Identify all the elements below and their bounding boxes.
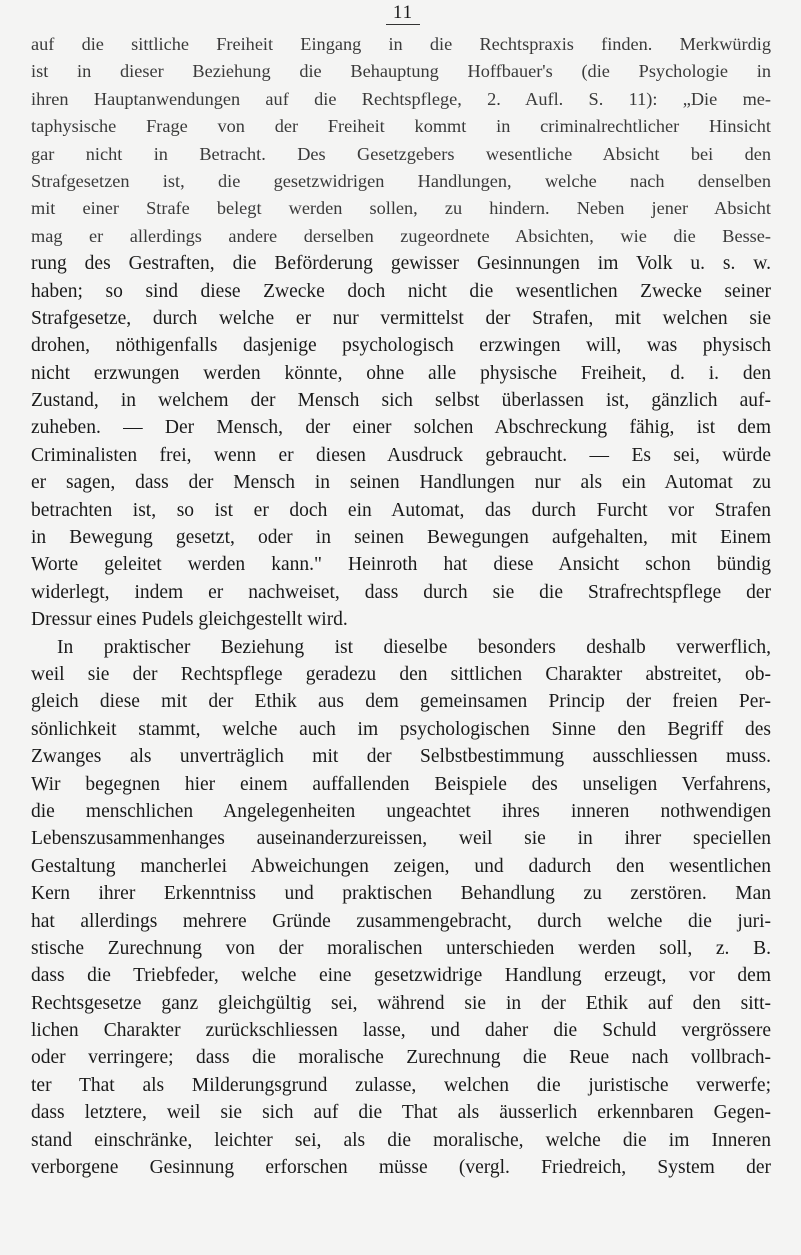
text-line: stische Zurechnung von der moralischen unterschieden werden soll, z. B. [31, 937, 771, 959]
text-line: gleich diese mit der Ethik aus dem gemeinsamen Princip der freien Per- [31, 691, 771, 713]
text-line: taphysische Frage von der Freiheit kommt in criminalrechtlicher Hinsicht [31, 116, 771, 137]
text-line: stand einschränke, leichter sei, als die moralische, welche die im Inneren [31, 1129, 771, 1151]
text-line: Dressur eines Pudels gleichgestellt wird. [31, 609, 348, 631]
body-text [31, 31, 771, 1181]
text-line: zuheben. — Der Mensch, der einer solchen Abschreckung fähig, ist dem [31, 417, 771, 439]
page-number: 11 [386, 2, 420, 25]
text-line: Gestaltung mancherlei Abweichungen zeigen, und dadurch den wesentlichen [31, 855, 771, 877]
text-line: sönlichkeit stammt, welche auch im psychologischen Sinne den Begriff des [31, 718, 771, 740]
text-line: Rechtsgesetze ganz gleichgültig sei, während sie in der Ethik auf den sitt- [31, 992, 771, 1014]
text-line: Kern ihrer Erkenntniss und praktischen Behandlung zu zerstören. Man [31, 883, 771, 905]
text-line: ihren Hauptanwendungen auf die Rechtspflege, 2. Aufl. S. 11): „Die me- [31, 88, 771, 109]
text-line: hat allerdings mehrere Gründe zusammengebracht, durch welche die juri- [31, 910, 771, 932]
text-line: mit einer Strafe belegt werden sollen, zu hindern. Neben jener Absicht [31, 198, 771, 219]
text-line: Worte geleitet werden kann." Heinroth hat diese Ansicht schon bündig [31, 554, 771, 576]
text-line: weil sie der Rechtspflege geradezu den sittlichen Charakter abstreitet, ob- [31, 663, 771, 685]
text-line: in Bewegung gesetzt, oder in seinen Bewegungen aufgehalten, mit Einem [31, 527, 771, 549]
text-line: rung des Gestraften, die Beförderung gewisser Gesinnungen im Volk u. s. w. [31, 253, 771, 275]
text-line: In praktischer Beziehung ist dieselbe besonders deshalb verwerflich, [57, 636, 771, 658]
text-line: drohen, nöthigenfalls dasjenige psychologisch erzwingen will, was physisch [31, 335, 771, 357]
text-line: dass die Triebfeder, welche eine gesetzwidrige Handlung erzeugt, vor dem [31, 965, 771, 987]
text-line: oder verringere; dass die moralische Zurechnung die Reue nach vollbrach- [31, 1047, 771, 1069]
text-line: ter That als Milderungsgrund zulasse, welchen die juristische verwerfe; [31, 1074, 771, 1096]
text-line: Criminalisten frei, wenn er diesen Ausdruck gebraucht. — Es sei, würde [31, 444, 771, 466]
text-line: Zwanges als unverträglich mit der Selbstbestimmung ausschliessen muss. [31, 746, 771, 768]
text-line: nicht erzwungen werden könnte, ohne alle physische Freiheit, d. i. den [31, 362, 771, 384]
text-line: Zustand, in welchem der Mensch sich selbst überlassen ist, gänzlich auf- [31, 390, 771, 412]
text-line: lichen Charakter zurückschliessen lasse, und daher die Schuld vergrössere [31, 1020, 771, 1042]
text-line: gar nicht in Betracht. Des Gesetzgebers wesentliche Absicht bei den [31, 143, 771, 164]
text-line: die menschlichen Angelegenheiten ungeachtet ihres inneren nothwendigen [31, 800, 771, 822]
text-line: widerlegt, indem er nachweiset, dass durch sie die Strafrechtspflege der [31, 581, 771, 603]
text-line: Lebenszusammenhanges auseinanderzureissen, weil sie in ihrer speciellen [31, 828, 771, 850]
text-line: er sagen, dass der Mensch in seinen Handlungen nur als ein Automat zu [31, 472, 771, 494]
text-line: auf die sittliche Freiheit Eingang in die Rechtspraxis finden. Merkwürdig [31, 34, 771, 54]
text-line: Strafgesetzen ist, die gesetzwidrigen Handlungen, welche nach denselben [31, 170, 771, 191]
text-line: Strafgesetze, durch welche er nur vermittelst der Strafen, mit welchen sie [31, 307, 771, 329]
text-line: ist in dieser Beziehung die Behauptung Hoffbauer's (die Psychologie in [31, 61, 771, 82]
text-line: Wir begegnen hier einem auffallenden Beispiele des unseligen Verfahrens, [31, 773, 771, 795]
text-line: dass letztere, weil sie sich auf die That als äusserlich erkennbaren Gegen- [31, 1102, 771, 1124]
text-line: betrachten ist, so ist er doch ein Automat, das durch Furcht vor Strafen [31, 499, 771, 521]
text-line: verborgene Gesinnung erforschen müsse (vergl. Friedreich, System der [31, 1157, 771, 1179]
text-line: haben; so sind diese Zwecke doch nicht die wesentlichen Zwecke seiner [31, 280, 771, 302]
text-line: mag er allerdings andere derselben zugeordnete Absichten, wie die Besse- [31, 225, 771, 246]
